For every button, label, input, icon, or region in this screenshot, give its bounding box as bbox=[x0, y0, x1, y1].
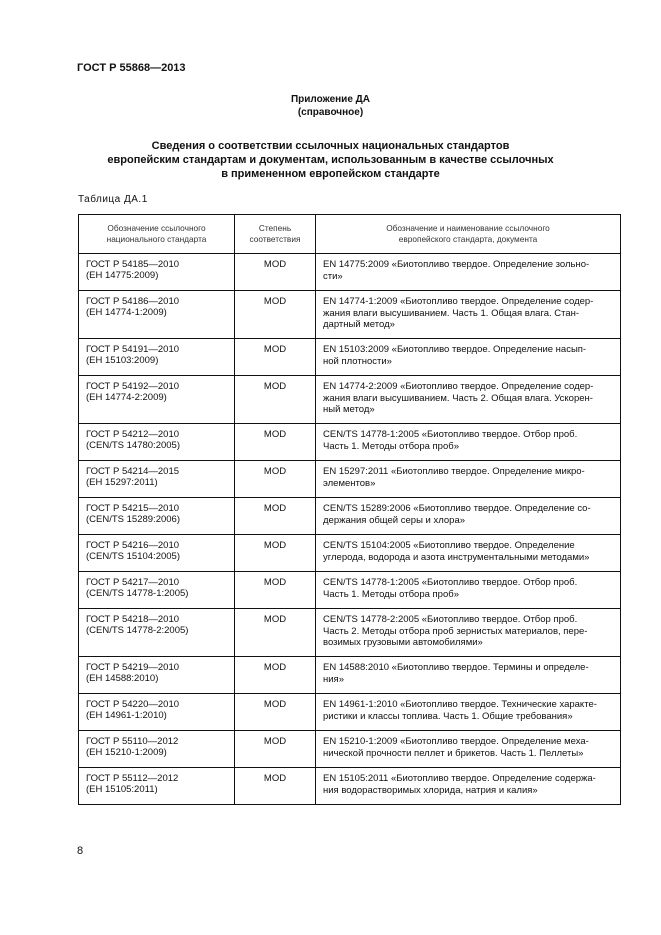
degree-value: MOD bbox=[263, 773, 287, 784]
table-row bbox=[79, 498, 621, 535]
table-row bbox=[79, 657, 621, 694]
document-code: ГОСТ Р 55868—2013 bbox=[77, 62, 186, 74]
en-line: Часть 2. Методы отбора проб зернистых материалов, пере- bbox=[323, 625, 588, 637]
en-line: ной плотности» bbox=[323, 355, 392, 367]
gost-line: (CEN/TS 15289:2006) bbox=[86, 514, 180, 525]
correspondence-table bbox=[78, 214, 621, 805]
en-line: EN 14588:2010 «Биотопливо твердое. Термины и определе- bbox=[323, 662, 589, 673]
cell-en-standard bbox=[316, 768, 621, 805]
gost-line: (ЕН 14775:2009) bbox=[86, 270, 159, 281]
en-line: жания влаги высушиванием. Часть 1. Общая влага. Стан- bbox=[323, 307, 580, 319]
en-line: Часть 1. Методы отбора проб» bbox=[323, 440, 459, 452]
degree-value: MOD bbox=[263, 503, 287, 514]
table-row bbox=[79, 694, 621, 731]
en-line: EN 15210-1:2009 «Биотопливо твердое. Определение меха- bbox=[323, 736, 589, 747]
cell-en-standard bbox=[316, 339, 621, 376]
en-line: элементов» bbox=[323, 477, 376, 489]
cell-gost-standard bbox=[79, 461, 235, 498]
gost-line: (ЕН 14961-1:2010) bbox=[86, 710, 167, 721]
cell-degree bbox=[235, 694, 316, 731]
table-row bbox=[79, 572, 621, 609]
en-line: ристики и классы топлива. Часть 1. Общие требования» bbox=[323, 710, 573, 722]
column-header-en bbox=[316, 215, 621, 254]
heading-line: в примененном европейском стандарте bbox=[221, 168, 440, 180]
en-line: CEN/TS 14778-2:2005 «Биотопливо твердое. Отбор проб. bbox=[323, 614, 578, 625]
cell-gost-standard bbox=[79, 731, 235, 768]
header-line: европейского стандарта, документа bbox=[398, 234, 538, 244]
cell-degree bbox=[235, 424, 316, 461]
gost-line: (ЕН 15297:2011) bbox=[86, 477, 158, 488]
degree-value: MOD bbox=[263, 466, 287, 477]
gost-line: (ЕН 15103:2009) bbox=[86, 355, 159, 366]
cell-en-standard bbox=[316, 291, 621, 339]
cell-degree bbox=[235, 254, 316, 291]
degree-value: MOD bbox=[263, 344, 287, 355]
en-line: CEN/TS 14778-1:2005 «Биотопливо твердое. Отбор проб. bbox=[323, 429, 578, 440]
heading-line: Сведения о соответствии ссылочных национальных стандартов bbox=[151, 140, 510, 152]
gost-line: ГОСТ Р 55110—2012 bbox=[86, 736, 179, 747]
gost-line: ГОСТ Р 54217—2010 bbox=[86, 577, 180, 588]
header-line: Обозначение и наименование ссылочного bbox=[386, 223, 550, 233]
en-line: EN 14774-1:2009 «Биотопливо твердое. Определение содер- bbox=[323, 296, 594, 307]
en-line: EN 15297:2011 «Биотопливо твердое. Определение микро- bbox=[323, 466, 585, 477]
cell-gost-standard bbox=[79, 535, 235, 572]
en-line: жания влаги высушиванием. Часть 2. Общая влага. Ускорен- bbox=[323, 392, 593, 404]
en-line: ния водорастворимых хлорида, натрия и калия» bbox=[323, 784, 538, 796]
en-line: углерода, водорода и азота инструментальными методами» bbox=[323, 551, 590, 563]
table-header-row bbox=[79, 215, 621, 254]
cell-degree bbox=[235, 535, 316, 572]
gost-line: ГОСТ Р 55112—2012 bbox=[86, 773, 179, 784]
cell-degree bbox=[235, 609, 316, 657]
column-header-gost bbox=[79, 215, 235, 254]
gost-line: (ЕН 14588:2010) bbox=[86, 673, 159, 684]
gost-line: ГОСТ Р 54212—2010 bbox=[86, 429, 180, 440]
en-line: ния» bbox=[323, 673, 344, 685]
cell-gost-standard bbox=[79, 657, 235, 694]
en-line: EN 14774-2:2009 «Биотопливо твердое. Определение содер- bbox=[323, 381, 594, 392]
en-line: держания общей серы и хлора» bbox=[323, 514, 466, 526]
degree-value: MOD bbox=[263, 662, 287, 673]
en-line: ный метод» bbox=[323, 404, 375, 415]
cell-en-standard bbox=[316, 731, 621, 768]
table-row bbox=[79, 376, 621, 424]
heading-line: европейским стандартам и документам, использованным в качестве ссылочных bbox=[107, 154, 554, 166]
en-line: EN 14961-1:2010 «Биотопливо твердое. Технические характе- bbox=[323, 699, 597, 710]
gost-line: ГОСТ Р 54214—2015 bbox=[86, 466, 180, 477]
cell-en-standard bbox=[316, 572, 621, 609]
table-row bbox=[79, 461, 621, 498]
table-row bbox=[79, 768, 621, 805]
cell-en-standard bbox=[316, 535, 621, 572]
cell-gost-standard bbox=[79, 768, 235, 805]
cell-en-standard bbox=[316, 461, 621, 498]
degree-value: MOD bbox=[263, 614, 287, 625]
cell-en-standard bbox=[316, 254, 621, 291]
cell-en-standard bbox=[316, 424, 621, 461]
cell-degree bbox=[235, 657, 316, 694]
en-line: EN 15105:2011 «Биотопливо твердое. Определение содержа- bbox=[323, 773, 596, 784]
cell-en-standard bbox=[316, 657, 621, 694]
degree-value: MOD bbox=[263, 259, 287, 270]
cell-en-standard bbox=[316, 694, 621, 731]
appendix-subtitle: (справочное) bbox=[297, 107, 364, 118]
cell-en-standard bbox=[316, 609, 621, 657]
gost-line: (CEN/TS 15104:2005) bbox=[86, 551, 180, 562]
header-line: Обозначение ссылочного bbox=[107, 223, 206, 233]
gost-line: (CEN/TS 14778-1:2005) bbox=[86, 588, 189, 599]
table-row bbox=[79, 339, 621, 376]
cell-degree bbox=[235, 376, 316, 424]
gost-line: ГОСТ Р 54185—2010 bbox=[86, 259, 180, 270]
en-line: CEN/TS 14778-1:2005 «Биотопливо твердое. Отбор проб. bbox=[323, 577, 578, 588]
degree-value: MOD bbox=[263, 540, 287, 551]
en-line: возимых грузовыми автомобилями» bbox=[323, 637, 483, 648]
cell-gost-standard bbox=[79, 339, 235, 376]
cell-en-standard bbox=[316, 498, 621, 535]
cell-gost-standard bbox=[79, 291, 235, 339]
gost-line: ГОСТ Р 54220—2010 bbox=[86, 699, 180, 710]
degree-value: MOD bbox=[263, 699, 287, 710]
cell-degree bbox=[235, 731, 316, 768]
gost-line: ГОСТ Р 54192—2010 bbox=[86, 381, 180, 392]
gost-line: ГОСТ Р 54219—2010 bbox=[86, 662, 180, 673]
en-line: нической прочности пеллет и брикетов. Часть 1. Пеллеты» bbox=[323, 747, 584, 759]
cell-degree bbox=[235, 291, 316, 339]
degree-value: MOD bbox=[263, 577, 287, 588]
degree-value: MOD bbox=[263, 381, 287, 392]
degree-value: MOD bbox=[263, 429, 287, 440]
gost-line: (ЕН 14774-2:2009) bbox=[86, 392, 167, 403]
table-body bbox=[79, 254, 621, 805]
gost-line: (ЕН 14774-1:2009) bbox=[86, 307, 167, 318]
gost-line: ГОСТ Р 54218—2010 bbox=[86, 614, 180, 625]
en-line: CEN/TS 15104:2005 «Биотопливо твердое. Определение bbox=[323, 540, 575, 551]
en-line: EN 14775:2009 «Биотопливо твердое. Определение зольно- bbox=[323, 259, 590, 270]
cell-degree bbox=[235, 572, 316, 609]
en-line: Часть 1. Методы отбора проб» bbox=[323, 588, 459, 600]
degree-value: MOD bbox=[263, 296, 287, 307]
table-row bbox=[79, 535, 621, 572]
page-number: 8 bbox=[77, 845, 84, 857]
gost-line: (CEN/TS 14780:2005) bbox=[86, 440, 180, 451]
appendix-title: Приложение ДА bbox=[290, 94, 371, 105]
header-line: соответствия bbox=[249, 234, 301, 244]
en-line: сти» bbox=[323, 270, 343, 282]
header-line: национального стандарта bbox=[106, 234, 207, 244]
degree-value: MOD bbox=[263, 736, 287, 747]
table-row bbox=[79, 424, 621, 461]
cell-degree bbox=[235, 498, 316, 535]
cell-degree bbox=[235, 339, 316, 376]
en-line: CEN/TS 15289:2006 «Биотопливо твердое. Определение со- bbox=[323, 503, 591, 514]
cell-degree bbox=[235, 768, 316, 805]
gost-line: ГОСТ Р 54216—2010 bbox=[86, 540, 180, 551]
cell-gost-standard bbox=[79, 498, 235, 535]
gost-line: ГОСТ Р 54191—2010 bbox=[86, 344, 180, 355]
header-line: Степень bbox=[258, 223, 292, 233]
cell-gost-standard bbox=[79, 572, 235, 609]
cell-degree bbox=[235, 461, 316, 498]
gost-line: (ЕН 15105:2011) bbox=[86, 784, 158, 795]
en-line: дартный метод» bbox=[323, 319, 395, 330]
column-header-degree bbox=[235, 215, 316, 254]
gost-line: ГОСТ Р 54215—2010 bbox=[86, 503, 180, 514]
table-row bbox=[79, 254, 621, 291]
en-line: EN 15103:2009 «Биотопливо твердое. Определение насып- bbox=[323, 344, 587, 355]
gost-line: (ЕН 15210-1:2009) bbox=[86, 747, 167, 758]
cell-gost-standard bbox=[79, 609, 235, 657]
section-heading bbox=[60, 139, 601, 181]
gost-line: (CEN/TS 14778-2:2005) bbox=[86, 625, 189, 636]
cell-gost-standard bbox=[79, 376, 235, 424]
table-row bbox=[79, 291, 621, 339]
table-row bbox=[79, 609, 621, 657]
table-row bbox=[79, 731, 621, 768]
cell-gost-standard bbox=[79, 254, 235, 291]
table-label: Таблица ДА.1 bbox=[78, 194, 148, 205]
cell-gost-standard bbox=[79, 424, 235, 461]
gost-line: ГОСТ Р 54186—2010 bbox=[86, 296, 180, 307]
cell-en-standard bbox=[316, 376, 621, 424]
cell-gost-standard bbox=[79, 694, 235, 731]
